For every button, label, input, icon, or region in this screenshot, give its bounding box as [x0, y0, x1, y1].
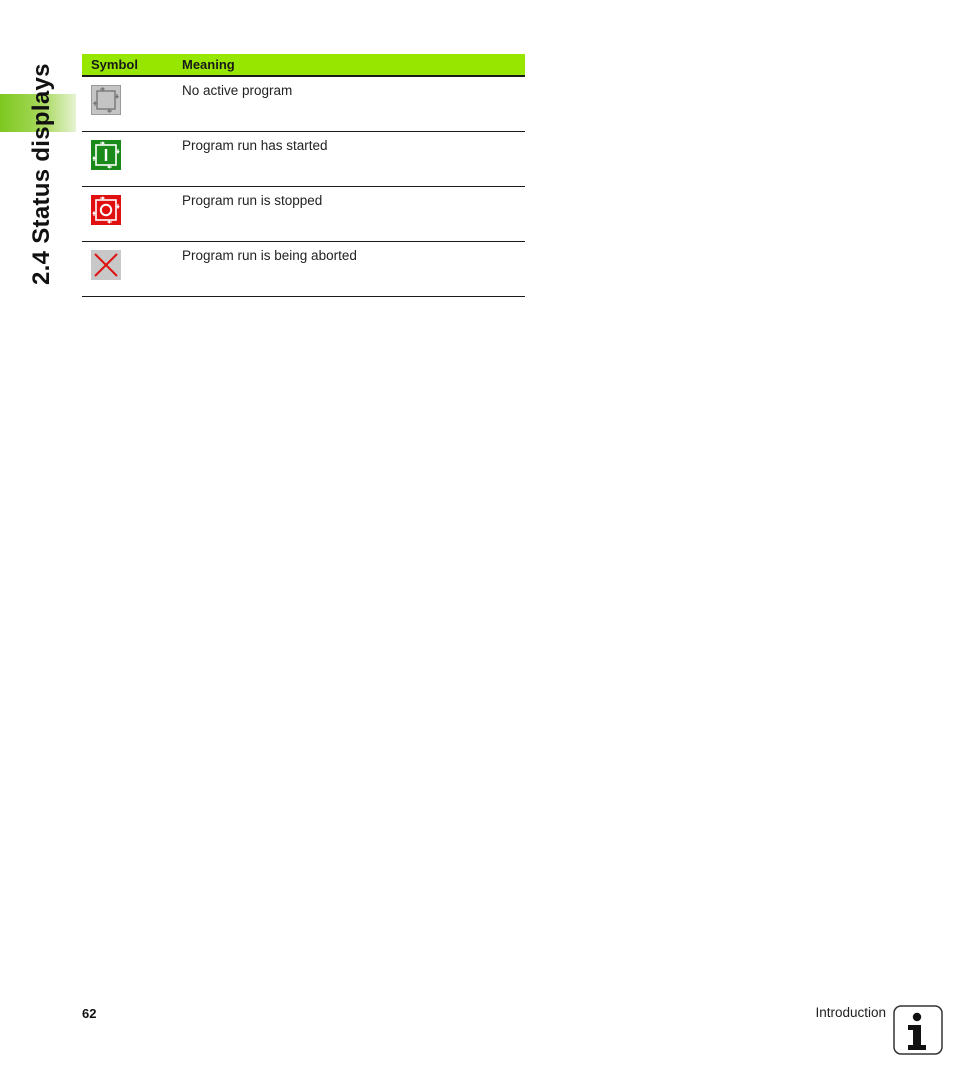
symbol-table	[82, 54, 525, 297]
program-run-stopped-icon	[91, 195, 121, 225]
table-row	[82, 187, 525, 242]
table-row	[82, 76, 525, 132]
symbol-cell	[82, 187, 173, 242]
meaning-cell: Program run is stopped	[173, 187, 525, 242]
column-header-symbol: Symbol	[82, 54, 173, 76]
symbol-cell	[82, 132, 173, 187]
symbol-cell	[82, 76, 173, 132]
meaning-cell: Program run has started	[173, 132, 525, 187]
meaning-cell: No active program	[173, 76, 525, 132]
table-row	[82, 132, 525, 187]
table-row	[82, 242, 525, 297]
meaning-cell: Program run is being aborted	[173, 242, 525, 297]
table-header-row	[82, 54, 525, 76]
section-title: 2.4 Status displays	[28, 63, 55, 285]
chapter-label: Introduction	[815, 1005, 886, 1020]
program-run-aborted-icon	[91, 250, 121, 280]
page-number: 62	[82, 1006, 97, 1021]
column-header-meaning: Meaning	[173, 54, 525, 76]
info-icon	[893, 1005, 943, 1055]
program-run-started-icon	[91, 140, 121, 170]
no-active-program-icon	[91, 85, 121, 115]
symbol-cell	[82, 242, 173, 297]
